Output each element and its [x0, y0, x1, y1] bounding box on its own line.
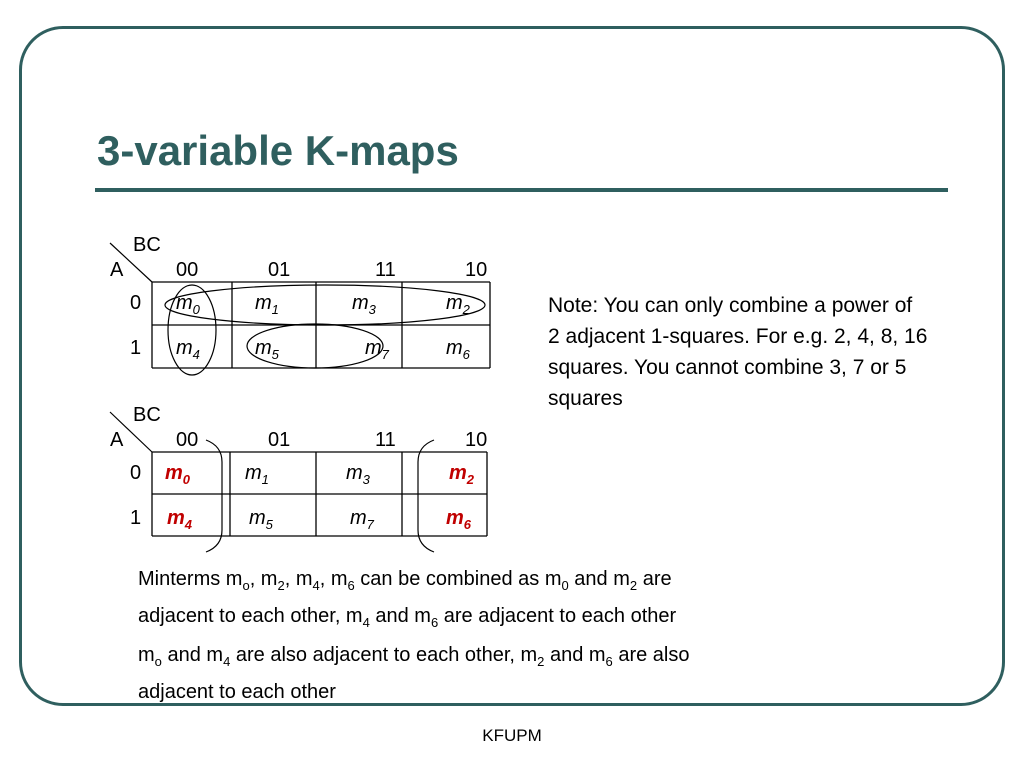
- kmap-top-col-01: 01: [268, 259, 291, 281]
- minterm-m1: $m_1$: [255, 292, 279, 317]
- minterm-m6: $m_6$: [446, 337, 470, 362]
- explanation-paragraph-2: $m_o$ and $m_4$ are also adjacent to each other, $m_2$ and $m_6$ are also adjacent to each other: [138, 644, 690, 703]
- group-loop-row0: [165, 285, 485, 325]
- minterm-m4-highlight: $m_4$: [167, 507, 193, 532]
- kmap-top-col-10: 10: [465, 259, 488, 281]
- footer-text: KFUPM: [482, 726, 542, 745]
- explanation-paragraph-1: Minterms $m_o$, $m_2$, $m_4$, $m_6$ can be combined as $m_0$ and $m_2$ are adjacent to each other, $m_4$ and $m_6$ are adjacent to each other: [138, 568, 677, 630]
- kmap-bottom-col-00: 00: [176, 429, 199, 451]
- kmap-bottom-col-01: 01: [268, 429, 291, 451]
- minterm-m0: $m_0$: [176, 292, 200, 317]
- minterm-m7: $m_7$: [365, 337, 389, 362]
- minterm-m1: $m_1$: [245, 462, 269, 487]
- minterm-m7: $m_7$: [350, 507, 374, 532]
- kmap-bottom-row-var: A: [110, 429, 124, 451]
- minterm-m0-highlight: $m_0$: [165, 462, 191, 487]
- kmap-top-row-0: 0: [130, 292, 142, 314]
- slide-title: 3-variable K-maps: [97, 127, 459, 174]
- kmap-top-row-1: 1: [130, 337, 142, 359]
- kmap-top-col-11: 11: [375, 259, 396, 281]
- kmap-top-col-00: 00: [176, 259, 199, 281]
- minterm-m3: $m_3$: [352, 292, 376, 317]
- minterm-m6-highlight: $m_6$: [446, 507, 472, 532]
- note-text: Note: You can only combine a power of 2 adjacent 1-squares. For e.g. 2, 4, 8, 16 squares. You cannot combine 3, 7 or 5 squares: [548, 294, 928, 410]
- kmap-bottom-col-var: BC: [133, 404, 161, 426]
- kmap-bottom-row-1: 1: [130, 507, 142, 529]
- minterm-m3: $m_3$: [346, 462, 370, 487]
- minterm-m5: $m_5$: [249, 507, 273, 532]
- kmap-bottom-col-10: 10: [465, 429, 488, 451]
- minterm-m4: $m_4$: [176, 337, 200, 362]
- kmap-top-col-var: BC: [133, 234, 161, 256]
- wrap-bracket-left: [206, 440, 222, 552]
- minterm-m5: $m_5$: [255, 337, 279, 362]
- kmap-bottom-col-11: 11: [375, 429, 396, 451]
- wrap-bracket-right: [418, 440, 434, 552]
- minterm-m2-highlight: $m_2$: [449, 462, 475, 487]
- kmap-top-row-var: A: [110, 259, 124, 281]
- minterm-m2: $m_2$: [446, 292, 470, 317]
- kmap-bottom-row-0: 0: [130, 462, 142, 484]
